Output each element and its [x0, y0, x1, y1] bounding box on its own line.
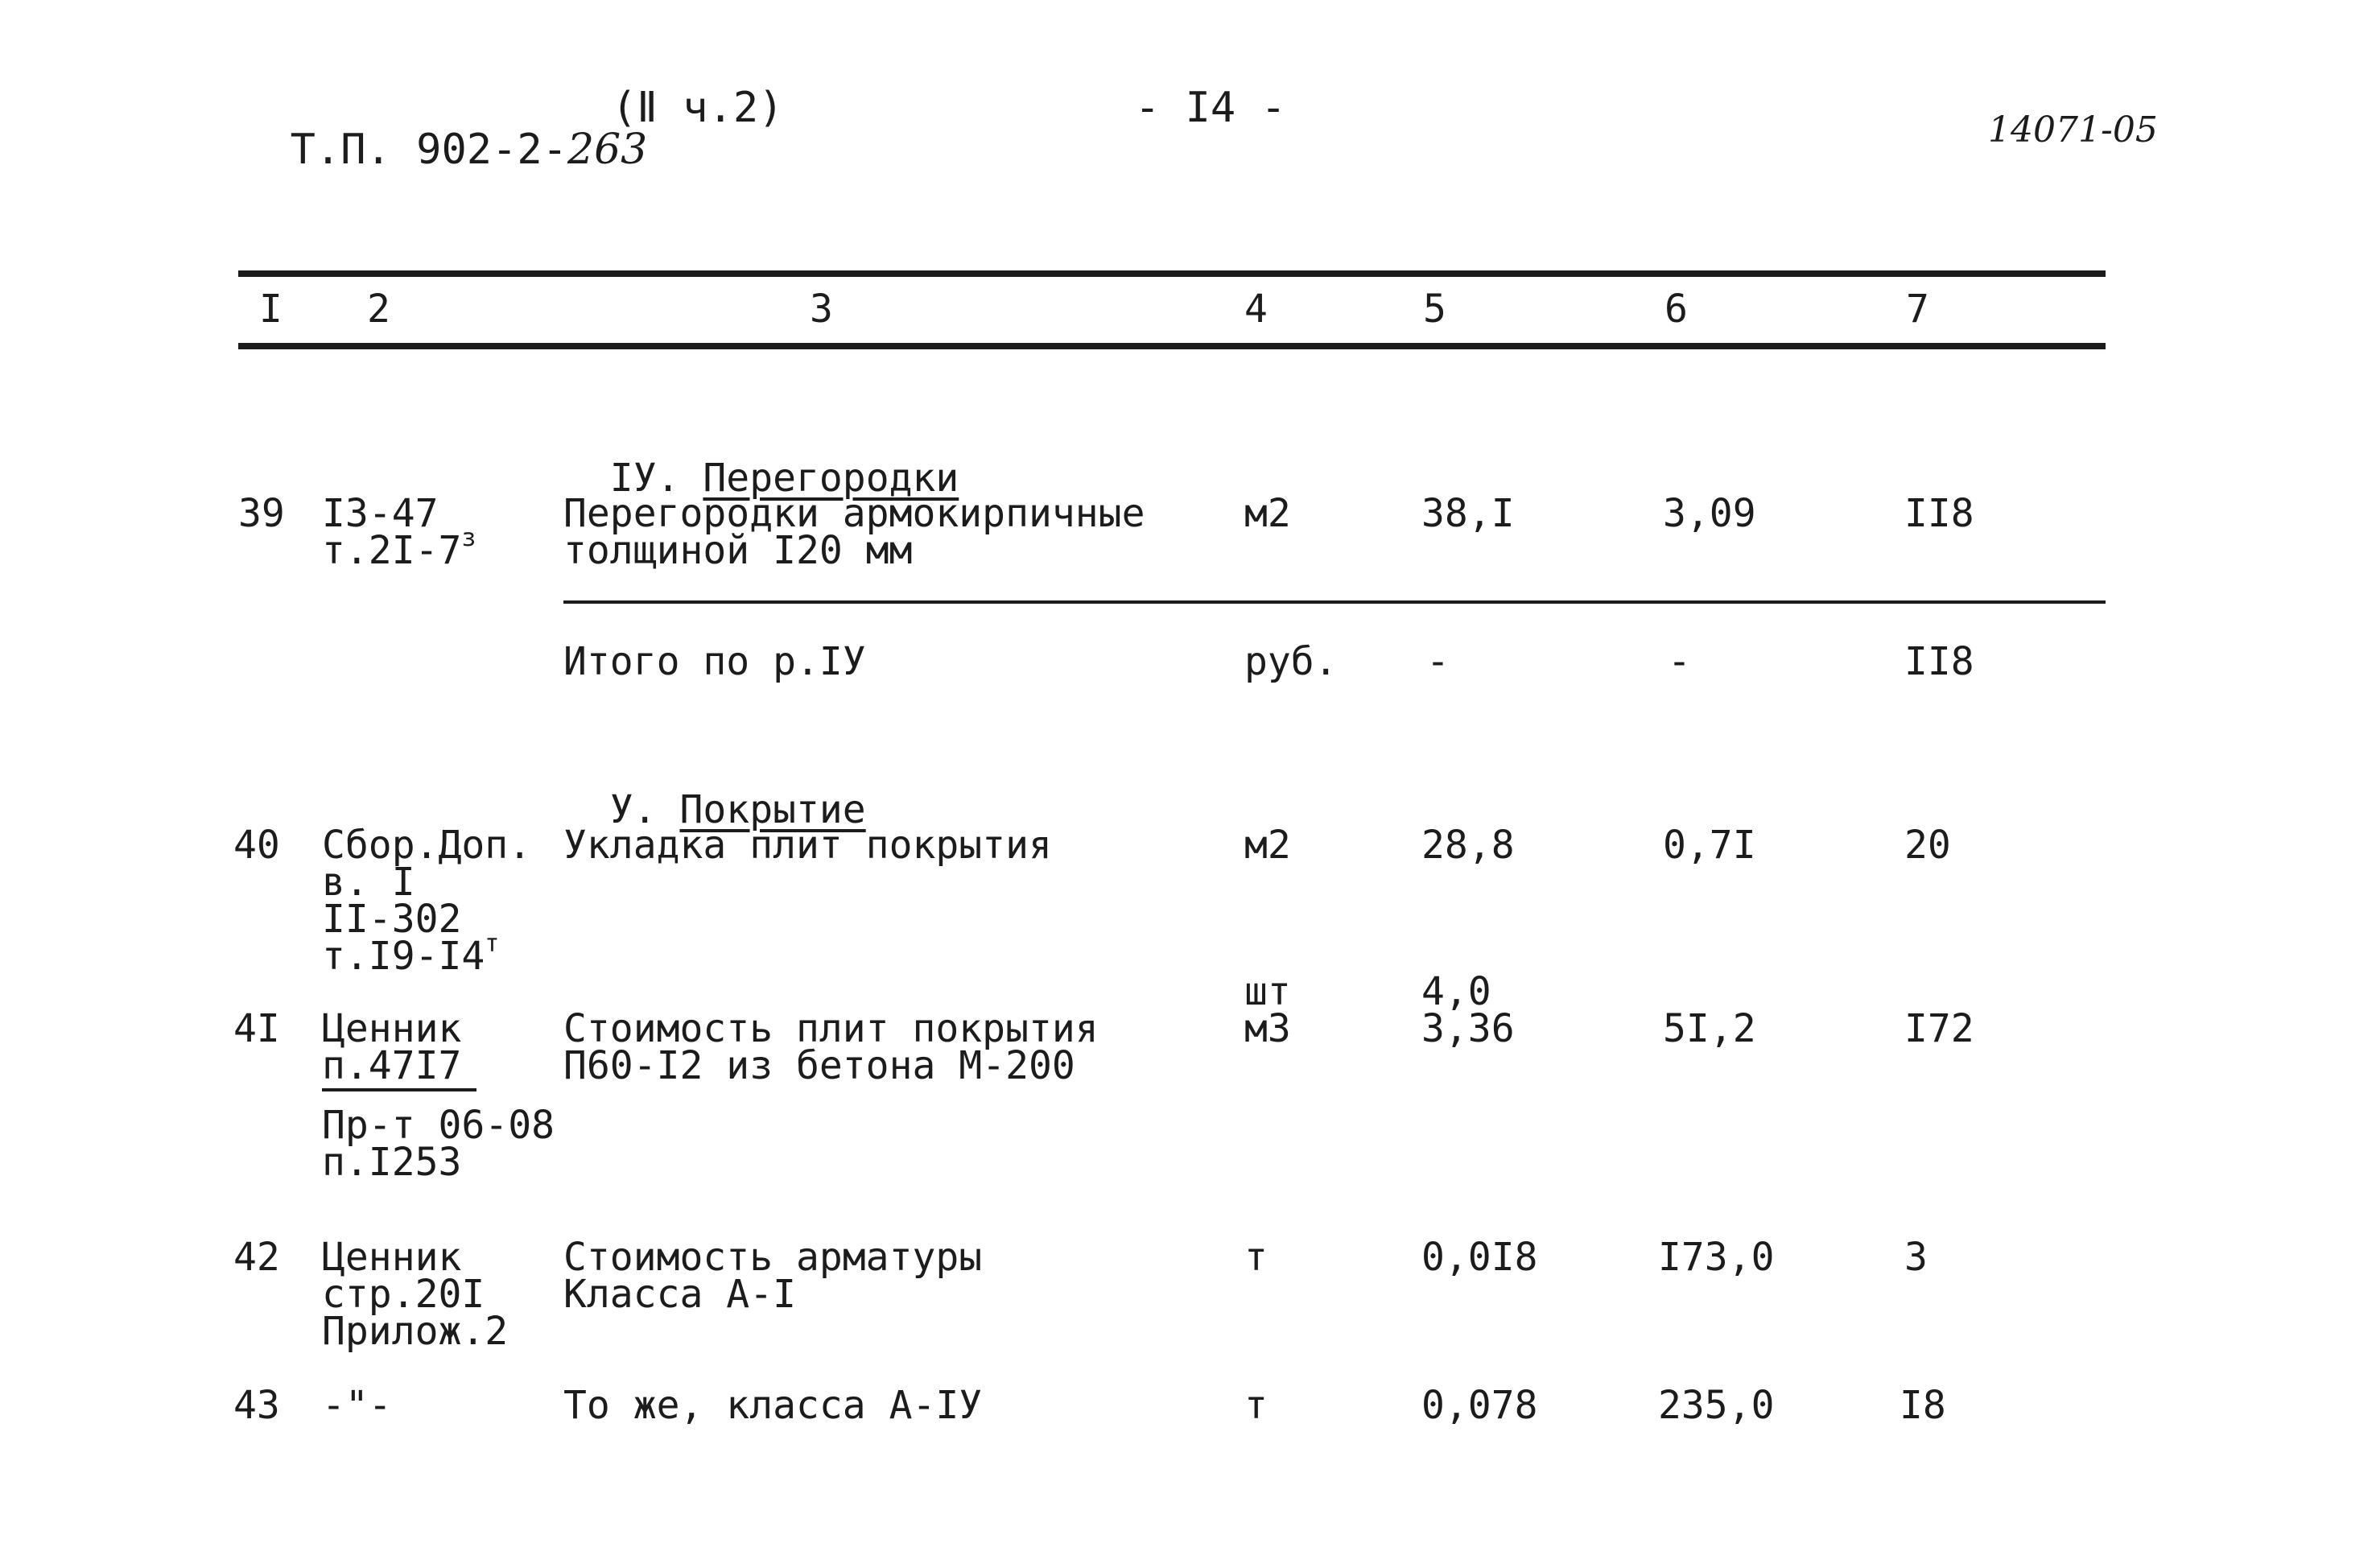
subtotal-rule	[563, 600, 2106, 604]
column-number: 4	[1244, 287, 1268, 332]
basis-line: Ценник	[322, 1006, 462, 1051]
quantity-cell: 38,I	[1421, 491, 1515, 536]
item-name-line: Перегородки армокирпичные	[563, 491, 1145, 536]
document-code-prefix: Т.П. 902-2-	[290, 126, 567, 174]
unit-price-cell: I73,0	[1658, 1235, 1775, 1280]
quantity-cell: 0,078	[1421, 1383, 1538, 1428]
basis-line: п.I253	[322, 1140, 462, 1185]
document-part: (Ⅱ ч.2)	[612, 84, 784, 132]
row-number: 4I	[233, 1006, 280, 1051]
row-number: 39	[238, 491, 285, 536]
basis-line: II-302	[322, 897, 462, 942]
unit-price-cell: 5I,2	[1663, 1006, 1756, 1051]
page-number: - I4 -	[1135, 84, 1286, 132]
column-number: 7	[1906, 287, 1929, 332]
unit-price-cell: 0,7I	[1663, 823, 1756, 868]
unit-cell: м2	[1244, 491, 1291, 536]
item-name-line: толщиной I20 мм	[563, 528, 913, 573]
table-header-bottom-rule	[238, 343, 2106, 349]
item-name-line: Класса А-I	[563, 1272, 796, 1317]
section-title-partitions	[563, 420, 959, 501]
item-name-line: П60-I2 из бетона М-200	[563, 1043, 1075, 1088]
basis-line: Прилож.2	[322, 1309, 509, 1354]
item-name-line: То же, класса А-IУ	[563, 1383, 983, 1428]
section-name: Покрытие	[679, 787, 866, 832]
basis-line: Сбор.Доп.	[322, 823, 532, 868]
basis-line: -"-	[322, 1383, 392, 1428]
quantity-cell: 3,36	[1421, 1006, 1515, 1051]
basis-line: Ценник	[322, 1235, 462, 1280]
basis-text: т.2I-7	[322, 528, 462, 573]
item-name-line: Укладка плит покрытия	[563, 823, 1052, 868]
basis-line	[322, 930, 500, 979]
basis-superscript: т	[485, 930, 500, 958]
subtotal-label: Итого по р.IУ	[563, 639, 866, 684]
total-cost-cell: 20	[1904, 823, 1951, 868]
basis-line: в. I	[322, 860, 415, 905]
column-number: 2	[367, 287, 390, 332]
column-number: 3	[810, 287, 833, 332]
item-name-line: Стоимость плит покрытия	[563, 1006, 1099, 1051]
total-cost-cell: II8	[1904, 639, 1974, 684]
basis-line-underlined: п.47I7	[322, 1043, 462, 1088]
column-number: 6	[1664, 287, 1688, 332]
document-code	[240, 87, 648, 174]
unit-price-cell: -	[1668, 639, 1691, 684]
section-number: IУ.	[609, 456, 680, 501]
archive-number: 14071-05	[1988, 109, 2158, 151]
unit-price-cell: 3,09	[1663, 491, 1756, 536]
row-number: 42	[233, 1235, 280, 1280]
basis-line: стр.20I	[322, 1272, 485, 1317]
total-cost-cell: I72	[1904, 1006, 1974, 1051]
unit-cell: шт	[1244, 969, 1291, 1014]
unit-cell: т	[1244, 1383, 1268, 1428]
section-number: У.	[609, 787, 657, 832]
section-title-roofing	[563, 752, 866, 832]
basis-line: Пр-т 06-08	[322, 1103, 555, 1148]
row-number: 43	[233, 1383, 280, 1428]
quantity-cell: 28,8	[1421, 823, 1515, 868]
row-number: 40	[233, 823, 280, 868]
basis-underline	[322, 1088, 476, 1091]
unit-cell: м2	[1244, 823, 1291, 868]
column-number: I	[259, 287, 283, 332]
unit-cell: т	[1244, 1235, 1268, 1280]
quantity-cell: -	[1426, 639, 1450, 684]
basis-line	[322, 524, 476, 573]
quantity-cell: 0,0I8	[1421, 1235, 1538, 1280]
basis-text: т.I9-I4	[322, 934, 485, 979]
unit-cell: м3	[1244, 1006, 1291, 1051]
basis-superscript: з	[461, 524, 476, 552]
document-code-handwritten: 263	[567, 126, 648, 174]
section-name: Перегородки	[703, 456, 959, 501]
column-number: 5	[1423, 287, 1446, 332]
unit-price-cell: 235,0	[1658, 1383, 1775, 1428]
total-cost-cell: II8	[1904, 491, 1974, 536]
total-cost-cell: 3	[1904, 1235, 1928, 1280]
basis-line: I3-47	[322, 491, 439, 536]
table-top-rule	[238, 270, 2106, 277]
total-cost-cell: I8	[1900, 1383, 1946, 1428]
quantity-cell: 4,0	[1421, 969, 1491, 1014]
item-name-line: Стоимость арматуры	[563, 1235, 983, 1280]
unit-cell: руб.	[1244, 639, 1338, 684]
